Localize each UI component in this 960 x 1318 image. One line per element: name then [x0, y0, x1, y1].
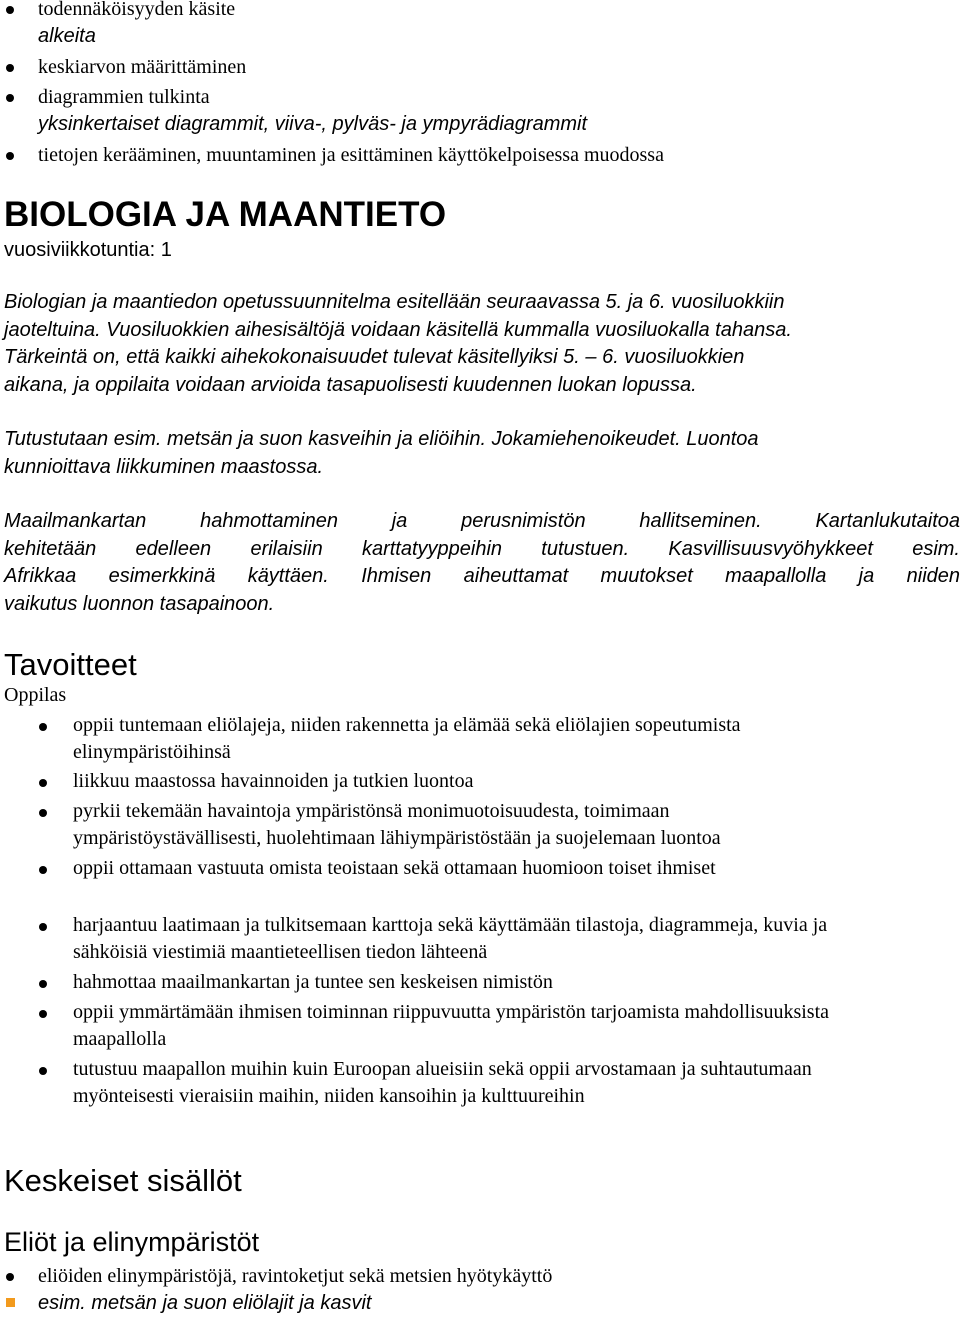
bullet-icon: [39, 980, 47, 988]
goal-item: [73, 712, 741, 766]
text-line: Afrikkaa esimerkkinä käyttäen. Ihmisen aiheuttamat muutokset maapallolla ja niiden: [4, 565, 960, 587]
bullet-icon: [6, 94, 14, 102]
goal-line: ympäristöystävällisesti, huolehtimaan lähiympäristöstään ja suojelemaan luontoa: [73, 827, 721, 849]
text-line: kehitetään edelleen erilaisiin karttatyyppeihin tutustuen. Kasvillisuusvyöhykkeet esim.: [4, 537, 960, 560]
goal-line: myönteisesti vieraisiin maihin, niiden kansoihin ja kulttuureihin: [73, 1085, 585, 1107]
text-line: Maailmankartan hahmottaminen ja perusnimistön hallitseminen. Kartanlukutaitoa: [4, 510, 960, 532]
list-subitem: yksinkertaiset diagrammit, viiva-, pylväs- ja ympyrädiagrammit: [38, 113, 588, 135]
goal-line: pyrkii tekemään havaintoja ympäristönsä monimuotoisuudesta, toimimaan: [73, 800, 670, 822]
goal-line: elinympäristöihinsä: [73, 741, 231, 763]
bullet-icon: [6, 1273, 14, 1281]
list-item: todennäköisyyden käsite: [38, 0, 236, 20]
goal-item: [73, 999, 829, 1053]
list-item: tietojen kerääminen, muuntaminen ja esittäminen käyttökelpoisessa muodossa: [38, 144, 664, 166]
bullet-icon: [39, 1067, 47, 1075]
intro-paragraph: [4, 289, 960, 399]
bullet-icon: [39, 1010, 47, 1018]
goal-line: harjaantuu laatimaan ja tulkitsemaan karttoja sekä käyttämään tilastoja, diagrammeja, kuvia ja: [73, 914, 828, 936]
bullet-icon: [39, 809, 47, 817]
contents-item: eliöiden elinympäristöjä, ravintoketjut sekä metsien hyötykäyttö: [38, 1265, 553, 1287]
text-line: Tärkeintä on, että kaikki aihekokonaisuudet tulevat käsitellyiksi 5. – 6. vuosiluokkien: [4, 346, 745, 368]
text-line: Biologian ja maantiedon opetussuunnitelma esitellään seuraavassa 5. ja 6. vuosiluokkiin: [4, 291, 785, 313]
list-item: diagrammien tulkinta: [38, 86, 210, 108]
bullet-icon: [39, 779, 47, 787]
goal-item: oppii ottamaan vastuuta omista teoistaan sekä ottamaan huomioon toiset ihmiset: [73, 857, 716, 879]
bullet-icon: [39, 723, 47, 731]
goal-line: oppii tuntemaan eliölajeja, niiden rakennetta ja elämää sekä eliölajien sopeutumista: [73, 714, 741, 736]
bullet-icon: [6, 152, 14, 160]
contents-subheading: Eliöt ja elinympäristöt: [4, 1227, 260, 1257]
map-paragraph: [4, 508, 960, 618]
list-subitem: alkeita: [38, 25, 96, 47]
goal-line: sähköisiä viestimiä maantieteellisen tiedon lähteenä: [73, 941, 488, 963]
goal-item: [73, 798, 721, 852]
goal-item: liikkuu maastossa havainnoiden ja tutkien luontoa: [73, 770, 474, 792]
goals-heading: Tavoitteet: [4, 647, 137, 682]
text-line: kunnioittava liikkuminen maastossa.: [4, 455, 324, 478]
goal-line: tutustuu maapallon muihin kuin Euroopan alueisiin sekä oppii arvostamaan ja suhtautumaan: [73, 1058, 812, 1080]
goal-line: oppii ymmärtämään ihmisen toiminnan riippuvuutta ympäristön tarjoamista mahdollisuuksista: [73, 1001, 829, 1023]
text-line: jaoteltuina. Vuosiluokkien aihesisältöjä voidaan käsitellä kummalla vuosiluokalla tahansa.: [4, 318, 792, 341]
goal-item: hahmottaa maailmankartan ja tuntee sen keskeisen nimistön: [73, 971, 553, 993]
bullet-icon: [6, 64, 14, 72]
goal-line: maapallolla: [73, 1028, 167, 1050]
bullet-icon: [39, 923, 47, 931]
list-item: keskiarvon määrittäminen: [38, 56, 247, 78]
text-line: aikana, ja oppilaita voidaan arvioida tasapuolisesti kuudennen luokan lopussa.: [4, 373, 697, 396]
student-label: Oppilas: [4, 684, 67, 706]
contents-heading: Keskeiset sisällöt: [4, 1163, 242, 1198]
goal-item: [73, 912, 827, 966]
subject-hours: vuosiviikkotuntia: 1: [4, 239, 172, 261]
square-bullet-icon: [6, 1298, 15, 1307]
goal-item: [73, 1056, 812, 1110]
bullet-icon: [6, 6, 14, 14]
bullet-icon: [39, 866, 47, 874]
text-line: Tutustutaan esim. metsän ja suon kasveihin ja eliöihin. Jokamiehenoikeudet. Luontoa: [4, 428, 759, 450]
contents-example: esim. metsän ja suon eliölajit ja kasvit: [38, 1292, 372, 1314]
nature-paragraph: [4, 426, 960, 481]
text-line: vaikutus luonnon tasapainoon.: [4, 592, 275, 615]
subject-title: BIOLOGIA JA MAANTIETO: [4, 195, 447, 234]
